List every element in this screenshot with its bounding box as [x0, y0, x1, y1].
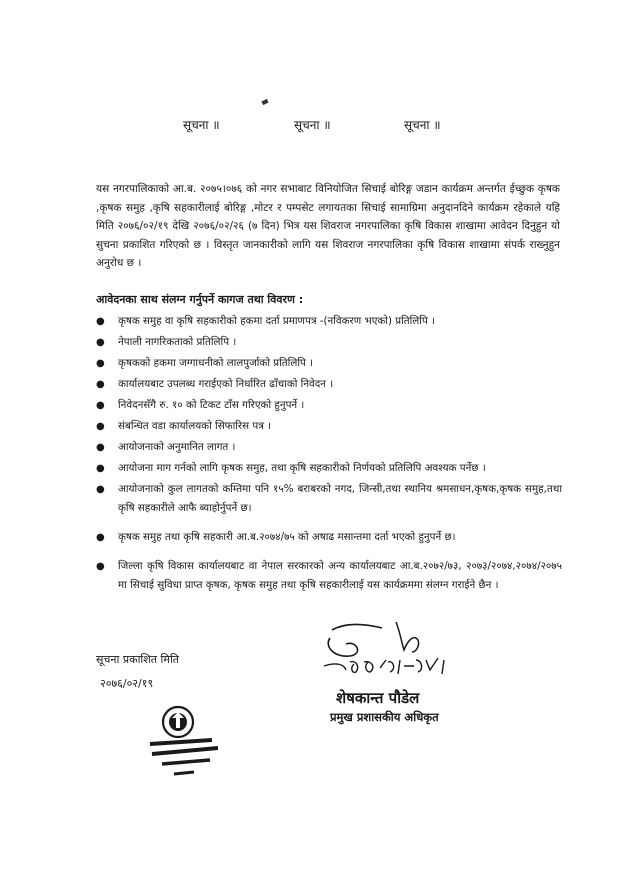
publish-date-label: सूचना प्रकाशित मिति	[96, 653, 180, 666]
required-doc-item	[96, 480, 562, 518]
required-doc-item	[96, 459, 562, 478]
required-doc-text: निवेदनसँगै रु. १० को टिकट टाँस गरिएको हुनुपर्ने ।	[118, 399, 305, 411]
signatory-title: प्रमुख प्रशासकीय अधिकृत	[330, 710, 439, 724]
publish-date-value: २०७६/०२/१९	[100, 677, 154, 690]
notice-heading-2: सूचना ॥	[294, 118, 331, 132]
required-doc-item	[96, 528, 562, 547]
notice-heading-3: सूचना ॥	[404, 118, 441, 132]
required-doc-item	[96, 333, 562, 352]
signatory-name: शेषकान्त पौडेल	[336, 689, 420, 707]
required-doc-text: कृषक समुह तथा कृषि सहकारी आ.ब.२०७४/७५ को अषाढ मसान्तमा दर्ता भएको हुनुपर्ने छ।	[118, 531, 456, 543]
required-doc-text: आयोजनाको अनुमानित लागत ।	[118, 441, 236, 453]
required-doc-text: आयोजनाको कुल लागतको कम्तिमा पनि १५% बराबरको नगद, जिन्सी,तथा स्थानिय श्रमसाधन,कृषक,कृषक समुह,तथा कृषि सहकारीले आफै ब्याहोर्नुपर्ने छ।	[118, 483, 562, 514]
required-doc-item	[96, 375, 562, 394]
bullet-icon: ●	[96, 379, 105, 390]
required-doc-item	[96, 354, 562, 373]
required-doc-text: जिल्ला कृषि विकास कार्यालयबाट वा नेपाल सरकारको अन्य कार्यालयबाट आ.ब.२०७२/७३, २०७३/२०७४,२०७४/२०७५ मा सिचाई सुविधा प्राप्त कृषक, कृषक समुह तथा कृषि सहकारीलाई यस कार्यक्रममा संलग्न गराईने छैन ।	[118, 560, 562, 591]
notice-body: यस नगरपालिकाको आ.ब. २०७५।०७६ को नगर सभाबाट विनियोजित सिचाई बोरिङ्ग जडान कार्यक्रम अन्तर्गत ईच्छुक कृषक ,कृषक समुह ,कृषि सहकारीलाई बोरिङ्ग ,मोटर र पम्पसेट लगायतका सिचाई सामाग्रिमा अनुदानदिने कार्यक्रम रहेकाले यहि मिति २०७६/०२/१९ देखि २०७६/०२/२६ (७ दिन) भित्र यस शिवराज नगरपालिका कृषि विकास शाखामा आवेदन दिनुहुन यो सुचना प्रकाशित गरिएको छ । विस्तृत जानकारीको लागि यस शिवराज नगरपालिका कृषि विकास शाखामा संपर्क राख्नुहुन अनुरोध छ ।	[96, 183, 560, 269]
required-doc-text: कृषकको हकमा जग्गाधनीको लालपुर्जाको प्रतिलिपि ।	[118, 357, 314, 369]
bullet-icon: ●	[96, 463, 105, 474]
required-doc-text: नेपाली नागरिकताको प्रतिलिपि ।	[118, 336, 237, 348]
bullet-icon: ●	[96, 358, 105, 369]
required-doc-text: कार्यालयबाट उपलब्ध गराईएको निर्धारित ढाँचाको निवेदन ।	[118, 378, 334, 390]
bullet-icon: ●	[96, 316, 105, 327]
bullet-icon: ●	[96, 421, 105, 432]
required-doc-item	[96, 557, 562, 595]
bullet-icon: ●	[96, 400, 105, 411]
bullet-icon: ●	[96, 337, 105, 348]
required-doc-item	[96, 438, 562, 457]
handwritten-signature	[316, 616, 466, 678]
required-doc-text: संबन्धित वडा कार्यालयको सिफारिस पत्र ।	[118, 420, 272, 432]
notice-heading-1: सूचना ॥	[183, 118, 220, 132]
required-doc-item	[96, 396, 562, 415]
required-doc-item	[96, 312, 562, 331]
municipality-seal	[136, 700, 236, 796]
bullet-icon: ●	[96, 442, 105, 453]
required-doc-text: कृषक समुह वा कृषि सहकारीको हकमा दर्ता प्रमाणपत्र -(नविकरण भएको) प्रतिलिपि ।	[118, 315, 435, 327]
required-docs-list	[96, 312, 562, 595]
required-doc-text: आयोजना माग गर्नको लागि कृषक समुह, तथा कृषि सहकारीको निर्णयको प्रतिलिपि अवश्यक पर्नेछ ।	[118, 462, 486, 474]
ink-speck	[261, 99, 268, 105]
required-docs-heading: आवेदनका साथ संलग्न गर्नुपर्ने कागज तथा विवरण :	[96, 293, 304, 306]
bullet-icon: ●	[96, 532, 105, 543]
bullet-icon: ●	[96, 561, 105, 572]
required-doc-item	[96, 417, 562, 436]
bullet-icon: ●	[96, 484, 105, 495]
